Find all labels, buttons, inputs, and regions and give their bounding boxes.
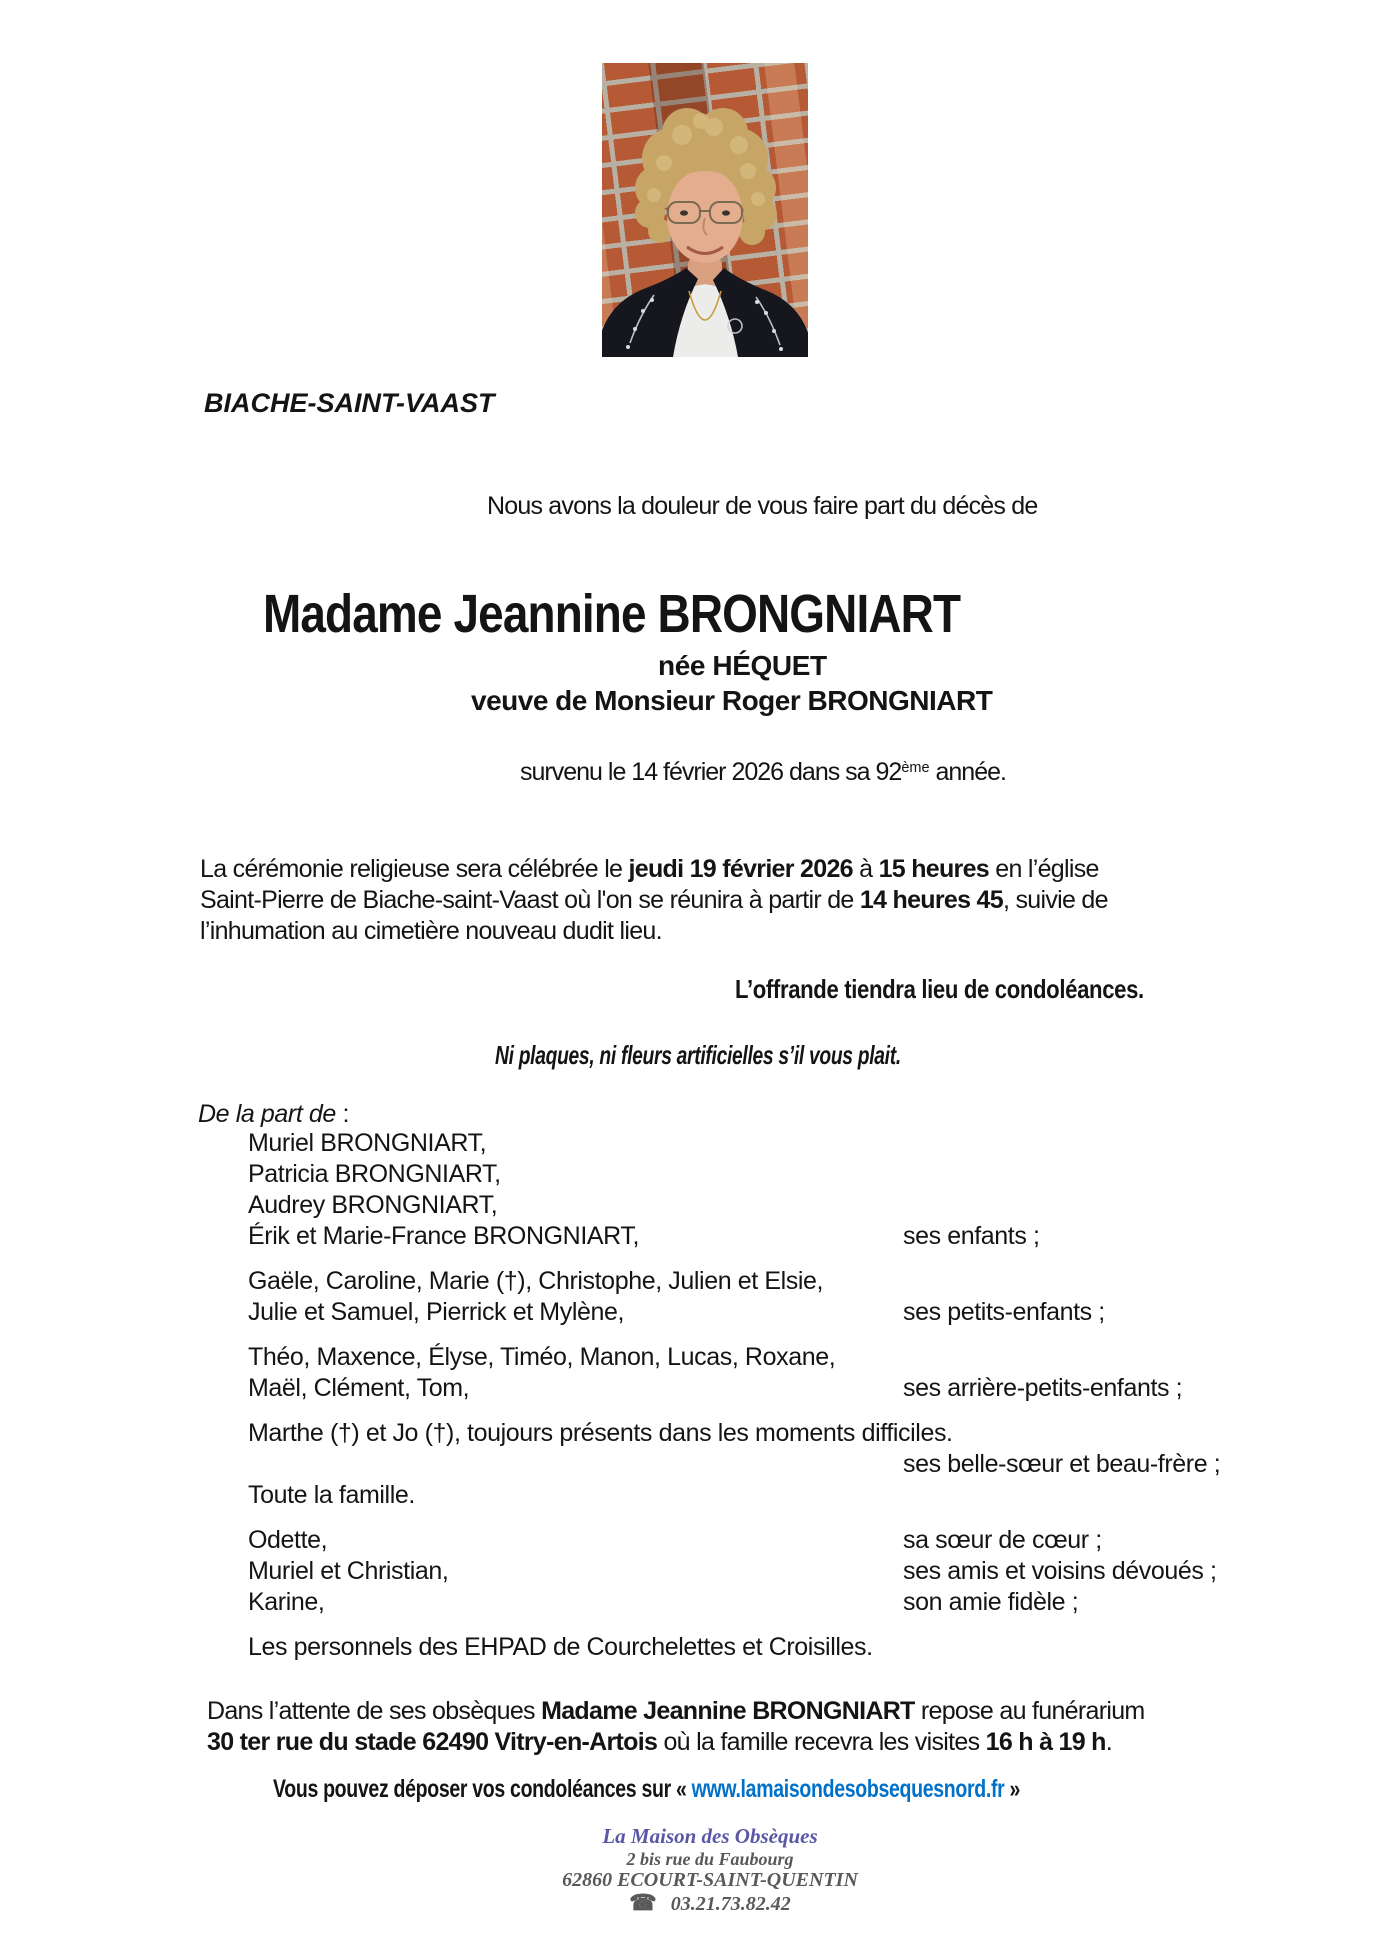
family-names: Odette, — [248, 1526, 328, 1554]
family-list — [0, 1128, 1378, 1663]
family-row — [0, 1190, 1378, 1221]
funeral-home-notice — [207, 1696, 1145, 1758]
family-row — [0, 1221, 1378, 1252]
intro-sentence: Nous avons la douleur de vous faire part du décès de — [487, 492, 1038, 520]
family-names: Érik et Marie-France BRONGNIART, — [248, 1222, 639, 1250]
deceased-name: Madame Jeannine BRONGNIART — [263, 584, 961, 644]
family-row — [0, 1587, 1378, 1618]
ceremony-paragraph — [200, 854, 1108, 947]
family-relation: ses belle-sœur et beau-frère ; — [903, 1450, 1221, 1478]
condolences-text[interactable]: Vous pouvez déposer vos condoléances sur « www.lamaisondesobsequesnord.fr » — [273, 1775, 1021, 1803]
maiden-name: née HÉQUET — [658, 650, 827, 681]
family-names: Théo, Maxence, Élyse, Timéo, Manon, Lucas, Roxane, — [248, 1343, 836, 1371]
widow-of-line: veuve de Monsieur Roger BRONGNIART — [471, 685, 993, 716]
family-row — [0, 1525, 1378, 1556]
family-row — [0, 1556, 1378, 1587]
phone-number: 03.21.73.82.42 — [670, 1893, 791, 1915]
notice-line-1: Dans l’attente de ses obsèques Madame Jeannine BRONGNIART repose au funérarium — [207, 1697, 1145, 1725]
funeral-home-footer — [360, 1824, 1060, 1916]
family-row — [0, 1266, 1378, 1297]
family-relation: ses petits-enfants ; — [903, 1298, 1105, 1326]
family-names: Muriel BRONGNIART, — [248, 1129, 487, 1157]
funeral-home-street: 2 bis rue du Faubourg — [626, 1849, 794, 1869]
ceremony-line-3: l’inhumation au cimetière nouveau dudit lieu. — [200, 917, 662, 945]
family-row — [0, 1418, 1378, 1449]
no-flowers-request: Ni plaques, ni fleurs artificielles s’il vous plait. — [495, 1040, 901, 1070]
funeral-home-phone — [360, 1891, 1060, 1916]
portrait-illustration — [602, 63, 808, 357]
ceremony-line-2: Saint-Pierre de Biache-saint-Vaast où l'on se réunira à partir de 14 heures 45, suivie de — [200, 886, 1108, 914]
family-names: Muriel et Christian, — [248, 1557, 449, 1585]
family-row — [0, 1297, 1378, 1328]
family-row — [0, 1480, 1378, 1511]
family-names: Karine, — [248, 1588, 325, 1616]
family-names: Patricia BRONGNIART, — [248, 1160, 501, 1188]
family-heading: De la part de : — [198, 1100, 350, 1128]
family-relation: sa sœur de cœur ; — [903, 1526, 1102, 1554]
family-relation: ses arrière-petits-enfants ; — [903, 1374, 1183, 1402]
family-names — [0, 1450, 248, 1478]
funeral-home-name: La Maison des Obsèques — [602, 1824, 818, 1848]
family-relation: ses amis et voisins dévoués ; — [903, 1557, 1217, 1585]
condolences-line — [273, 1775, 1020, 1804]
family-relation: son amie fidèle ; — [903, 1588, 1079, 1616]
family-names: Toute la famille. — [248, 1481, 415, 1509]
family-relation: ses enfants ; — [903, 1222, 1040, 1250]
family-names: Maël, Clément, Tom, — [248, 1374, 470, 1402]
family-row — [0, 1449, 1378, 1480]
family-names: Julie et Samuel, Pierrick et Mylène, — [248, 1298, 625, 1326]
family-names: Audrey BRONGNIART, — [248, 1191, 498, 1219]
death-date-line: survenu le 14 février 2026 dans sa 92ème année. — [520, 758, 1006, 786]
family-row — [0, 1159, 1378, 1190]
family-row — [0, 1342, 1378, 1373]
phone-icon: ☎ — [629, 1890, 657, 1915]
portrait-photo — [602, 63, 808, 357]
family-names: Marthe (†) et Jo (†), toujours présents dans les moments difficiles. — [248, 1419, 953, 1447]
notice-line-2: 30 ter rue du stade 62490 Vitry-en-Artois où la famille recevra les visites 16 h à 19 h. — [207, 1728, 1113, 1756]
funeral-home-city: 62860 ECOURT-SAINT-QUENTIN — [562, 1869, 858, 1891]
family-names: Gaële, Caroline, Marie (†), Christophe, Julien et Elsie, — [248, 1267, 824, 1295]
family-row — [0, 1128, 1378, 1159]
family-names: Les personnels des EHPAD de Courchelettes et Croisilles. — [248, 1633, 873, 1661]
ceremony-line-1: La cérémonie religieuse sera célébrée le jeudi 19 février 2026 à 15 heures en l’église — [200, 855, 1099, 883]
family-row — [0, 1373, 1378, 1404]
family-row — [0, 1632, 1378, 1663]
offering-line: L’offrande tiendra lieu de condoléances. — [735, 974, 1144, 1004]
city-heading: BIACHE-SAINT-VAAST — [204, 388, 495, 418]
